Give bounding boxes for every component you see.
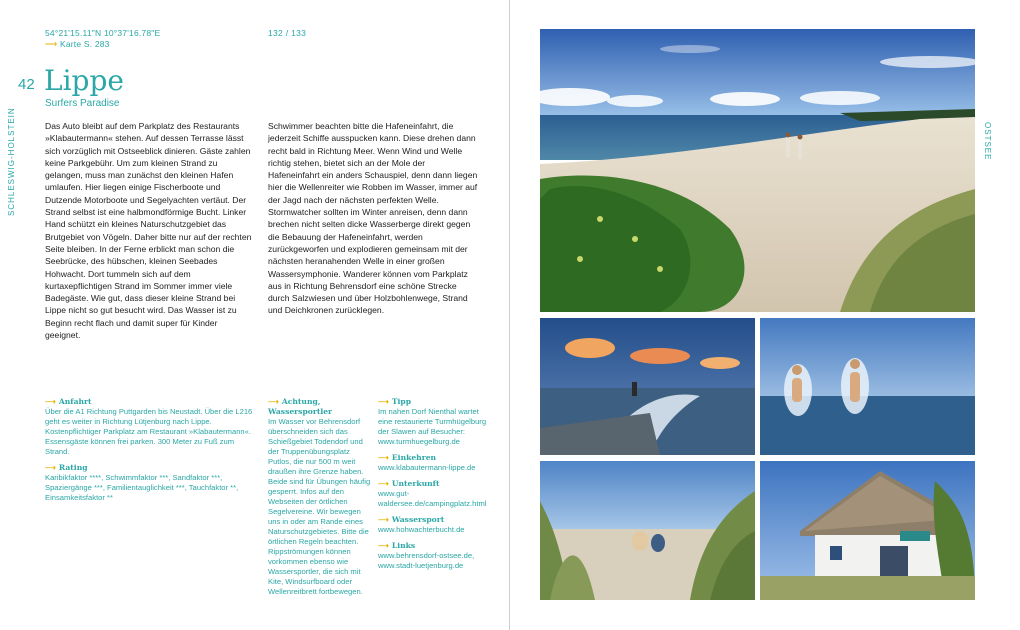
arrow-icon: ⟶ — [45, 39, 58, 49]
arrow-icon: ⟶ — [378, 541, 389, 550]
map-reference-text: Karte S. 283 — [59, 39, 110, 49]
map-reference — [45, 39, 160, 50]
info-column-1 — [45, 397, 260, 509]
info-heading: Wassersport — [391, 515, 445, 524]
body-column-2: Schwimmer beachten bitte die Hafeneinfahrt, die jederzeit Schiffe ausspucken kann. Diese drehen dann recht bald in Richtung Meer. Wenn Wind und Welle richtig stehen, bietet sich an der Mole der Hafeneinfahrt ein anders Schauspiel, denn dann liegen hier die Wellenreiter wie Robben im Wasser, immer auf der Jagd nach der nächsten perfekten Welle. Stormwatcher sollten im Winter anreisen, denn dann brechen nicht selten dicke Wasserberge direkt gegen die Bebauung der Hafeneinfahrt, werden zurückgeworfen und explodieren gemeinsam mit der nächsten heranahenden Welle in einer großen Wassersymphonie. Wanderer können vom Parkplatz aus in Richtung Behrensdorf eine schöne Strecke durch Salzwiesen und über Holzbohlenwege, Strand und Deichkronen zurücklegen. — [268, 121, 478, 316]
info-link[interactable]: www.behrensdorf-ostsee.de, — [378, 551, 475, 560]
house-photo — [760, 461, 975, 600]
info-text: Im nahen Dorf Nienthal wartet eine restaurierte Turmhügelburg der Slawen auf Besucher: www.turmhuegelburg.de — [378, 407, 487, 446]
info-heading: Anfahrt — [58, 397, 92, 406]
side-label-sea: OSTSEE — [983, 122, 992, 161]
arrow-icon: ⟶ — [378, 397, 389, 406]
arrow-icon: ⟶ — [268, 397, 279, 406]
page-subtitle: Surfers Paradise — [45, 98, 120, 109]
info-unterkunft — [378, 479, 493, 509]
info-links — [378, 541, 493, 571]
info-heading: Achtung, Wassersportler — [268, 397, 333, 416]
info-wassersport — [378, 515, 493, 535]
page-range: 132 / 133 — [268, 28, 307, 38]
info-link[interactable]: www.stadt-luetjenburg.de — [378, 561, 464, 570]
info-rating — [45, 463, 260, 503]
side-label-region: SCHLESWIG-HOLSTEIN — [7, 107, 16, 216]
coordinates-text: 54°21'15.11"N 10°37'16.78"E — [45, 28, 161, 38]
info-tipp — [378, 397, 493, 447]
info-anfahrt — [45, 397, 260, 457]
coordinates — [45, 28, 160, 50]
beach-photo — [540, 29, 975, 312]
info-heading: Tipp — [391, 397, 412, 406]
info-link[interactable]: www.klabautermann-lippe.de — [378, 463, 476, 472]
arrow-icon: ⟶ — [378, 479, 389, 488]
info-heading: Links — [391, 541, 416, 550]
arrow-icon: ⟶ — [378, 453, 389, 462]
wave-photo — [540, 318, 755, 455]
info-heading: Rating — [58, 463, 88, 472]
info-heading: Einkehren — [391, 453, 437, 462]
info-achtung — [268, 397, 373, 597]
arrow-icon: ⟶ — [45, 397, 56, 406]
info-column-2 — [268, 397, 373, 603]
entry-number: 42 — [18, 76, 35, 93]
info-text: Karibikfaktor ****, Schwimmfaktor ***, Sandfaktor ***, Spaziergänge ***, Familientauglichkeit ***, Tauchfaktor **, Einsamkeitsfaktor ** — [45, 473, 239, 502]
info-link[interactable]: www.gut-waldersee.de/campingplatz.html — [378, 489, 487, 508]
info-text: Über die A1 Richtung Puttgarden bis Neustadt. Über die L216 geht es weiter in Richtung Lütjenburg nach Lippe. Kostenpflichtiger Parkplatz am Restaurant »Klabautermann«. Essensgäste können frei parken. 300 Meter zu Fuß zum Strand. — [45, 407, 253, 456]
page-title: Lippe — [44, 64, 124, 97]
arrow-icon: ⟶ — [378, 515, 389, 524]
left-page — [0, 0, 509, 630]
arrow-icon: ⟶ — [45, 463, 56, 472]
body-column-1: Das Auto bleibt auf dem Parkplatz des Restaurants »Klabautermann« stehen. Auf dessen Terrasse lässt sich vorzüglich mit Ostseeblick dinieren. Gäste zahlen keine Parkgebühr. Um zum kleinen Strand zu gelangen, muss man zunächst den kleinen Hafen umlaufen. Hier liegen einige Fischerboote und Dutzende Motorboote und Segelyachten vertäut. Der Strand selbst ist eine halbmondförmige Bucht. Linker Hand schützt ein kleines Naturschutzgebiet das Brutgebiet von Vögeln. Daher bitte nur auf der rechten Seite bleiben. In der Ferne erblickt man schon die Seebrücke, des hübschen, kleinen Seebades Hohwacht. Dort tummeln sich auf dem kurtaxepflichtigen Strand im Sommer immer viele Badegäste. Wie gut, dass dieser kleine Strand bei Lippe nicht so gut besucht wird. Das Wasser ist zu Beginn recht flach und damit super für Kinder geeignet. — [45, 121, 252, 341]
dunes-photo — [540, 461, 755, 600]
info-link[interactable]: www.hohwachterbucht.de — [378, 525, 465, 534]
info-text: Im Wasser vor Behrensdorf überschneiden sich das Schießgebiet Todendorf und der Truppenübungsplatz Putlos, die nur 500 m weit draußen ihre Grenze haben. Beide sind für Übungen häufig gesperrt. Infos auf den Webseiten der örtlichen Segelvereine. Wir bewegen uns in oder am Rande eines Naturschutzgebietes. Bitte die örtlichen Regeln beachten. Rippströmungen können vorkommen ebenso wie Wassersportler, die sich mit Kite, Windsurfboard oder Wellenreitbrett fortbewegen. — [268, 417, 371, 596]
info-heading: Unterkunft — [391, 479, 440, 488]
info-einkehren — [378, 453, 493, 473]
splash-photo — [760, 318, 975, 455]
info-column-3 — [378, 397, 493, 577]
